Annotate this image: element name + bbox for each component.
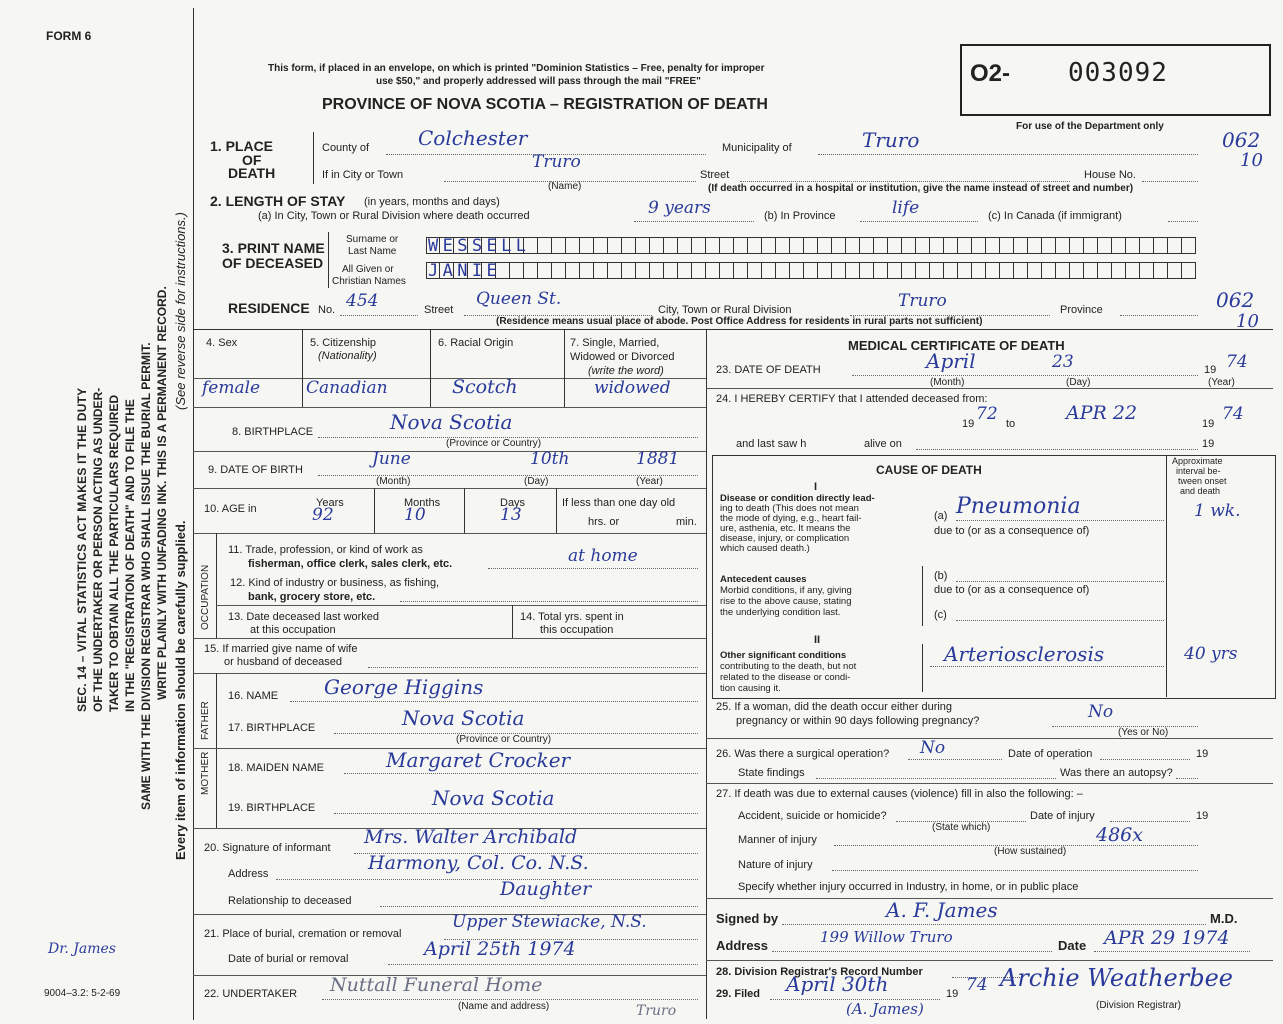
medical-header: MEDICAL CERTIFICATE OF DEATH <box>848 338 1065 353</box>
occupation-q14-line1: 14. Total yrs. spent in <box>520 611 624 623</box>
statute-line-4: IN THE "REGISTRATION OF DEATH" AND TO FILE THE <box>123 399 137 712</box>
municipality-label: Municipality of <box>722 142 792 154</box>
age-months-value: 10 <box>404 505 426 525</box>
death-month-caption: (Month) <box>930 377 965 388</box>
antecedent-text-3: rise to the above cause, stating <box>720 596 852 607</box>
residence-label: RESIDENCE <box>228 300 310 316</box>
pregnancy-label-1: 25. If a woman, did the death occur either during <box>716 701 953 713</box>
column-divider <box>706 329 707 1019</box>
surname-label-1: Surname or <box>346 234 399 245</box>
name-label-1: 3. PRINT NAME <box>222 240 325 256</box>
death-month-value: April <box>926 349 976 373</box>
age-months-label: Months <box>404 497 441 509</box>
dob-day-value: 10th <box>530 449 570 469</box>
statute-line-3: TAKER TO OBTAIN ALL THE PARTICULARS REQUIRED <box>107 394 121 712</box>
place-label-3: DEATH <box>228 165 276 181</box>
disease-text-1: Disease or condition directly lead- <box>720 493 875 504</box>
residence-city-value: Truro <box>898 291 947 311</box>
department-code-2: 10 <box>1240 150 1263 171</box>
age-years-value: 92 <box>312 505 334 525</box>
place-label-2: OF <box>242 152 262 168</box>
mother-side-label: MOTHER <box>200 751 211 795</box>
mother-birthplace-value: Nova Scotia <box>432 786 555 810</box>
marital-label-2: Widowed or Divorced <box>570 351 675 363</box>
burial-place-value: Upper Stewiacke, N.S. <box>452 912 647 932</box>
undertaker-city: Truro <box>636 1003 677 1019</box>
informant-address-label: Address <box>228 868 269 880</box>
disease-text-2: ing to death (This does not mean <box>720 503 859 514</box>
attended-to-value: APR 22 <box>1066 402 1138 424</box>
stay-label: 2. LENGTH OF STAY <box>210 193 346 209</box>
due-to-label-b: due to (or as a consequence of) <box>934 584 1090 596</box>
dob-month-caption: (Month) <box>376 476 411 487</box>
other-text-4: tion causing it. <box>720 683 781 694</box>
alive-on-year-prefix: 19 <box>1202 438 1215 450</box>
attended-to-year-prefix: 19 <box>1202 418 1215 430</box>
given-label-1: All Given or <box>342 264 394 275</box>
how-sustained-caption: (How sustained) <box>994 846 1067 857</box>
other-text-2: contributing to the death, but not <box>720 661 857 672</box>
injury-year-prefix: 19 <box>1196 810 1209 822</box>
father-name-value: George Higgins <box>324 675 484 699</box>
registration-number: 003092 <box>1068 58 1168 88</box>
part-two-label: II <box>814 634 821 646</box>
stay-province-label: (b) In Province <box>764 210 836 222</box>
death-year-caption: (Year) <box>1208 377 1235 388</box>
filed-by-note: (A. James) <box>846 1000 924 1018</box>
due-to-label-a: due to (or as a consequence of) <box>934 525 1090 537</box>
city-value: Truro <box>532 152 581 172</box>
doctor-date-label: Date <box>1058 938 1087 953</box>
injury-date-label: Date of injury <box>1030 810 1095 822</box>
residence-street-label: Street <box>424 304 454 316</box>
residence-city-label: City, Town or Rural Division <box>658 304 792 316</box>
age-label: 10. AGE in <box>204 503 257 515</box>
dob-label: 9. DATE OF BIRTH <box>208 464 303 476</box>
pregnancy-caption: (Yes or No) <box>1118 727 1169 738</box>
surname-value: WESSELL <box>428 236 531 256</box>
marital-label-3: (write the word) <box>588 365 664 377</box>
interval-a-value: 1 wk. <box>1194 501 1241 521</box>
mail-notice-2: use $50," and properly addressed will pass through the mail "FREE" <box>376 76 701 87</box>
racial-value: Scotch <box>452 376 518 398</box>
informant-address-value: Harmony, Col. Co. N.S. <box>368 852 589 874</box>
signed-by-label: Signed by <box>716 911 779 926</box>
pregnancy-label-2: pregnancy or within 90 days following pregnancy? <box>736 715 980 727</box>
street-label: Street <box>700 169 730 181</box>
part-one-label: I <box>814 481 818 493</box>
filed-year-prefix: 19 <box>946 988 959 1000</box>
stay-city-label: (a) In City, Town or Rural Division where death occurred <box>258 210 530 222</box>
spouse-label-2: or husband of deceased <box>224 656 343 668</box>
cause-a-value: Pneumonia <box>956 494 1081 519</box>
print-code: 9004–3.2: 5-2-69 <box>44 988 121 999</box>
surgery-label: 26. Was there a surgical operation? <box>716 748 890 760</box>
registrar-caption: (Division Registrar) <box>1096 1000 1182 1011</box>
attended-to-year-value: 74 <box>1222 404 1244 424</box>
doctor-address-value: 199 Willow Truro <box>820 928 953 946</box>
dob-year-caption: (Year) <box>636 476 663 487</box>
citizenship-label-1: 5. Citizenship <box>310 337 377 349</box>
residence-street-value: Queen St. <box>476 289 562 309</box>
stay-units: (in years, months and days) <box>364 196 500 208</box>
statute-line-1: SEC. 14 – VITAL STATISTICS ACT MAKES IT THE DUTY <box>75 387 89 712</box>
municipality-value: Truro <box>862 128 920 152</box>
burial-date-value: April 25th 1974 <box>424 938 576 960</box>
other-text-1: Other significant conditions <box>720 650 847 661</box>
department-code-4: 10 <box>1236 311 1259 332</box>
informant-relationship-value: Daughter <box>500 878 592 900</box>
occupation-q14-line2: this occupation <box>540 624 614 636</box>
alive-on-label: alive on <box>864 438 902 450</box>
given-label-2: Christian Names <box>332 276 406 287</box>
marital-label-1: 7. Single, Married, <box>570 337 660 349</box>
occupation-q11-line2: fisherman, office clerk, sales clerk, etc. <box>248 558 453 570</box>
occupation-q12-line1: 12. Kind of industry or business, as fishing, <box>230 577 440 589</box>
name-label-2: OF DECEASED <box>222 255 324 271</box>
filed-year-value: 74 <box>966 975 988 995</box>
registration-prefix: O2- <box>970 60 1011 87</box>
death-day-value: 23 <box>1052 352 1074 372</box>
section-divider <box>193 329 1273 330</box>
interval-header-3: tween onset <box>1178 476 1227 486</box>
form-title: PROVINCE OF NOVA SCOTIA – REGISTRATION OF DEATH <box>322 96 768 113</box>
stay-province-value: life <box>892 198 920 218</box>
birthplace-label: 8. BIRTHPLACE <box>232 426 314 438</box>
state-which-caption: (State which) <box>932 822 991 833</box>
surname-grid <box>426 237 1196 254</box>
interval-header-2: interval be- <box>1176 466 1221 476</box>
informant-relationship-label: Relationship to deceased <box>228 895 352 907</box>
dob-month-value: June <box>372 449 411 469</box>
death-year-value: 74 <box>1226 352 1248 372</box>
occupation-q13-line2: at this occupation <box>250 624 336 636</box>
county-label: County of <box>322 142 370 154</box>
city-label: If in City or Town <box>322 169 404 181</box>
instruction-note: Every item of information should be carefully supplied. <box>173 520 188 860</box>
father-side-label: FATHER <box>200 701 211 740</box>
disease-text-3: the mode of dying, e.g., heart fail- <box>720 513 862 524</box>
interval-header-4: and death <box>1180 486 1221 496</box>
death-day-caption: (Day) <box>1066 377 1091 388</box>
residence-province-label: Province <box>1060 304 1103 316</box>
marital-value: widowed <box>594 378 671 398</box>
hospital-note: (If death occurred in a hospital or institution, give the name instead of street and number) <box>708 183 1134 194</box>
citizenship-value: Canadian <box>306 378 388 398</box>
age-days-value: 13 <box>500 505 522 525</box>
antecedent-text-2: Morbid conditions, if any, giving <box>720 585 852 596</box>
undertaker-caption: (Name and address) <box>458 1001 550 1012</box>
place-label-1: 1. PLACE <box>210 138 274 154</box>
attended-from-value: 72 <box>976 404 998 424</box>
house-label: House No. <box>1084 169 1136 181</box>
doctor-address-label: Address <box>716 938 769 953</box>
surname-label-2: Last Name <box>348 246 397 257</box>
given-names-value: JANIE <box>428 261 502 281</box>
age-days-label: Days <box>500 497 526 509</box>
filed-date-value: April 30th <box>786 972 889 996</box>
filed-label: 29. Filed <box>716 988 761 1000</box>
mail-notice-1: This form, if placed in an envelope, on which is printed "Dominion Statistics – Free, penalty for improper <box>268 63 765 74</box>
stay-canada-label: (c) In Canada (if immigrant) <box>988 210 1122 222</box>
attended-from-prefix: 19 <box>962 418 975 430</box>
department-use-label: For use of the Department only <box>1016 121 1164 132</box>
residence-no-label: No. <box>318 304 336 316</box>
certify-label: 24. I HEREBY CERTIFY that I attended deceased from: <box>716 393 988 405</box>
pregnancy-value: No <box>1088 702 1114 722</box>
age-hrs-label: hrs. or <box>588 516 620 528</box>
age-less-label: If less than one day old <box>562 497 676 509</box>
father-birthplace-caption: (Province or Country) <box>456 734 552 745</box>
age-years-label: Years <box>316 497 344 509</box>
burial-date-label: Date of burial or removal <box>228 953 349 965</box>
operation-date-label: Date of operation <box>1008 748 1093 760</box>
dob-year-value: 1881 <box>636 449 680 469</box>
informant-signature-value: Mrs. Walter Archibald <box>364 826 578 848</box>
accident-label: Accident, suicide or homicide? <box>738 810 887 822</box>
last-saw-label: and last saw h <box>736 438 807 450</box>
doctor-note: Dr. James <box>48 941 116 957</box>
sex-label: 4. Sex <box>206 337 238 349</box>
spouse-label-1: 15. If married give name of wife <box>204 643 358 655</box>
other-condition-value: Arteriosclerosis <box>944 642 1105 666</box>
disease-text-6: which caused death.) <box>720 543 810 554</box>
manner-code: 486x <box>1096 824 1143 846</box>
attended-to-label: to <box>1006 418 1016 430</box>
surgery-value: No <box>920 738 946 758</box>
other-text-3: related to the disease or condi- <box>720 672 851 683</box>
death-date-label: 23. DATE OF DEATH <box>716 364 821 376</box>
external-cause-label: 27. If death was due to external causes (violence) fill in also the following: – <box>716 788 1083 800</box>
occupation-q13-line1: 13. Date deceased last worked <box>228 611 380 623</box>
father-birthplace-label: 17. BIRTHPLACE <box>228 722 316 734</box>
citizenship-label-2: (Nationality) <box>318 350 377 362</box>
signed-by-value: A. F. James <box>886 898 998 922</box>
dob-day-caption: (Day) <box>524 476 549 487</box>
residence-note: (Residence means usual place of abode. Post Office Address for residents in rural parts not sufficient) <box>496 316 983 327</box>
operation-year-prefix: 19 <box>1196 748 1209 760</box>
mother-name-label: 18. MAIDEN NAME <box>228 762 324 774</box>
statute-line-6: WRITE PLAINLY WITH UNFADING INK. THIS IS A PERMANENT RECORD. <box>155 286 169 700</box>
manner-label: Manner of injury <box>738 834 817 846</box>
specify-label: Specify whether injury occurred in Industry, in home, or in public place <box>738 881 1079 893</box>
occupation-q11-line1: 11. Trade, profession, or kind of work as <box>228 544 423 556</box>
antecedent-text-1: Antecedent causes <box>720 574 807 585</box>
other-interval-value: 40 yrs <box>1184 644 1238 664</box>
disease-text-4: ure, asthenia, etc. It means the <box>720 523 851 534</box>
age-min-label: min. <box>676 516 697 528</box>
interval-header-1: Approximate <box>1172 456 1223 466</box>
occupation-value: at home <box>568 546 638 566</box>
md-label: M.D. <box>1210 911 1238 926</box>
department-code-1: 062 <box>1222 128 1261 152</box>
father-birthplace-value: Nova Scotia <box>402 706 525 730</box>
antecedent-text-4: the underlying condition last. <box>720 607 841 618</box>
nature-label: Nature of injury <box>738 859 813 871</box>
department-code-3: 062 <box>1216 288 1255 312</box>
residence-no-value: 454 <box>346 291 379 311</box>
occupation-side-label: OCCUPATION <box>200 564 211 630</box>
disease-text-5: disease, injury, or complication <box>720 533 850 544</box>
informant-signature-label: 20. Signature of informant <box>204 842 331 854</box>
occupation-q12-line2: bank, grocery store, etc. <box>248 591 376 603</box>
cause-header: CAUSE OF DEATH <box>876 463 982 477</box>
death-registration-form: FORM 6 SEC. 14 – VITAL STATISTICS ACT MAKES IT THE DUTY OF THE UNDERTAKER OR PERSON ACTING AS UNDER- TAKER TO OBTAIN ALL THE PARTICULARS REQUIRED IN THE "REGISTRATION OF DEATH" AND TO FILE THE SAME WITH THE DIVISION REGISTRAR WHO SHALL ISSUE THE BURIAL PERMIT. WRITE PLAINLY WITH UNFADING INK. THIS IS A PERMANENT RECORD. Every item of information should be carefully supplied. (See reverse side for instructions.) Dr. James 9004–3.2: 5-2-69 This form, if placed in an envelope, on which is printed "Dominion Statistics – Free, penalty for improper use $50," and properly addressed will pass through the mail "FREE" PROVINCE OF NOVA SCOTIA – REGISTRATION OF DEATH O2- 003092 For use of the Department only 062 10 062 10 1. PLACE OF DEATH County of Colchester Municipality of Truro If in City or Town Truro (Name) Street House No. (If death occurred in a hospital or institution, give the name instead of street and number) 2. LENGTH OF STAY (in years, months and days) (a) In City, Town or Rural Division where death occurred 9 years (b) In Province life (c) In Canada (if immigrant) 3. PRINT NAME OF DECEASED Surname or Last Name All Given or Christian Names WESSELL JANIE RESIDENCE No. 454 Street Queen St. City, Town or Rural Division Truro Province (Residence means usual place of abode. Post Office Address for residents in rural parts not sufficient) 4. Sex 5. Citizenship (Nationality) 6. Racial Origin 7. Single, Married, Widowed or Divorced (write the word) female Canadian Scotch widowed 8. BIRTHPLACE Nova Scotia (Province or Country) 9. DATE OF BIRTH June 10th 1881 (Month) (Day) (Year) 10. AGE in Years Months Days If less than one day old 92 10 13 hrs. or min. OCCUPATION 11. Trade, profession, or kind of work as fisherman, office clerk, sales clerk, etc. at home 12. Kind of industry or business, as fishing, bank, grocery store, etc. 13. Date deceased last worked at this occupation 14. Total yrs. spent in this occupation 15. If married give name of wife or husband of deceased FATHER MOTHER 16. NAME George Higgins 17. BIRTHPLACE Nova Scotia (Province or Country) 18. MAIDEN NAME Margaret Crocker 19. BIRTHPLACE Nova Scotia 20. Signature of informant Mrs. Walter Archibald Address Harmony, Col. Co. N.S. Relationship to deceased Daughter 21. Place of burial, cremation or removal Upper Stewiacke, N.S. Date of burial or removal April 25th 1974 22. UNDERTAKER Nuttall Funeral Home (Name and address) Truro MEDICAL CERTIFICATE OF DEATH 23. DATE OF DEATH April 23 19 74 (Month) (Day) (Year) 24. I HEREBY CERTIFY that I attended deceased from: 19 72 to APR 22 19 74 and last saw h alive on 19 CAUSE OF DEATH Approximate interval be- tween onset and death I Disease or condition directly lead- ing to death (This does not mean the mode of dying, e.g., heart fail- ure, asthenia, etc. It means the disease, injury, or complication which caused death.) (a) Pneumonia 1 wk. due to (or as a consequence of) Antecedent causes Morbid conditions, if any, giving rise to the above cause, stating the underlying condition last. (b) due to (or as a consequence of) (c) II Other significant conditions contributing to the death, but not related to the disease or condi- tion causing it. Arteriosclerosis 40 yrs 25. If a woman, did the death occur either during pregnancy or within 90 days following pregnancy? No (Yes or No) 26. Was there a surgical operation? No Date of operation 19 State findings Was there an autopsy? 27. If death was due to external causes (violence) fill in also the following: – Accident, suicide or homicide? (State which) Date of injury 19 Manner of injury (How sustained) 486x Nature of injury Specify whether injury occurred in Industry, in home, or in public place Signed by A. F. James M.D. Address 199 Willow Truro Date APR 29 1974 28. Division Registrar's Record Number 29. Filed April 30th 19 74 Archie Weatherbee (Division Registrar) (A. James) <box>0 0 1283 1024</box>
undertaker-label: 22. UNDERTAKER <box>204 988 298 1000</box>
mother-birthplace-label: 19. BIRTHPLACE <box>228 802 316 814</box>
form-number: FORM 6 <box>46 29 92 43</box>
stay-city-value: 9 years <box>648 198 711 218</box>
county-value: Colchester <box>418 126 528 150</box>
statute-line-2: OF THE UNDERTAKER OR PERSON ACTING AS UNDER- <box>91 387 105 712</box>
autopsy-label: Was there an autopsy? <box>1060 767 1173 779</box>
doctor-date-value: APR 29 1974 <box>1104 927 1230 949</box>
father-name-label: 16. NAME <box>228 690 279 702</box>
statute-line-5: SAME WITH THE DIVISION REGISTRAR WHO SHALL ISSUE THE BURIAL PERMIT. <box>139 342 153 810</box>
birthplace-value: Nova Scotia <box>390 410 513 434</box>
undertaker-value: Nuttall Funeral Home <box>330 974 543 996</box>
sex-value: female <box>202 378 261 398</box>
registrar-signature: Archie Weatherbee <box>1000 964 1233 992</box>
birthplace-caption: (Province or Country) <box>446 438 542 449</box>
death-year-prefix: 19 <box>1204 364 1217 376</box>
burial-place-label: 21. Place of burial, cremation or removal <box>204 928 402 940</box>
record-number-label: 28. Division Registrar's Record Number <box>716 966 923 978</box>
left-border <box>193 8 194 1020</box>
reverse-side-note: (See reverse side for instructions.) <box>173 212 188 410</box>
city-name-caption: (Name) <box>548 181 582 192</box>
given-names-grid <box>426 262 1196 279</box>
state-findings-label: State findings <box>738 767 805 779</box>
racial-label: 6. Racial Origin <box>438 337 514 349</box>
mother-name-value: Margaret Crocker <box>386 748 571 772</box>
